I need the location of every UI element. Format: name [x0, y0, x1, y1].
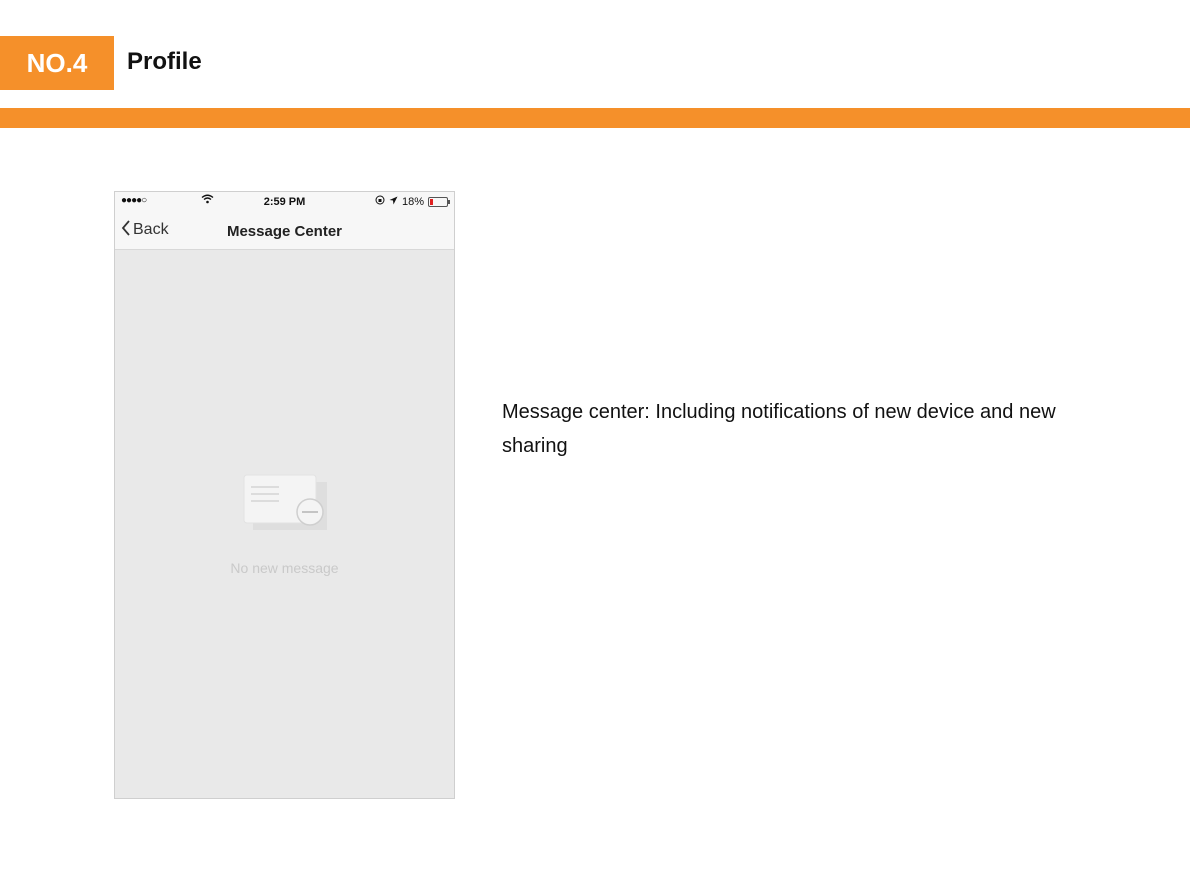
status-right-group [375, 195, 448, 208]
screen-title: Message Center [226, 223, 343, 240]
battery-percent: 18% [401, 195, 424, 208]
status-bar [115, 192, 454, 212]
message-card-icon [243, 474, 329, 534]
section-title: Profile [127, 48, 202, 75]
location-arrow-icon [389, 196, 398, 208]
section-number-badge: NO.4 [0, 36, 114, 90]
header-divider [0, 108, 1190, 128]
feature-description: Message center: Including notifications of new device and new sharing [502, 401, 1056, 457]
empty-state-text: No new message [230, 560, 339, 576]
navigation-bar [115, 212, 454, 250]
orientation-lock-icon [375, 195, 385, 208]
battery-icon [428, 197, 448, 207]
phone-screenshot [114, 191, 455, 799]
signal-strength-icon: ●●●●○ [121, 195, 147, 206]
status-time: 2:59 PM [263, 196, 306, 208]
battery-level [430, 199, 433, 205]
back-label: Back [133, 220, 169, 238]
